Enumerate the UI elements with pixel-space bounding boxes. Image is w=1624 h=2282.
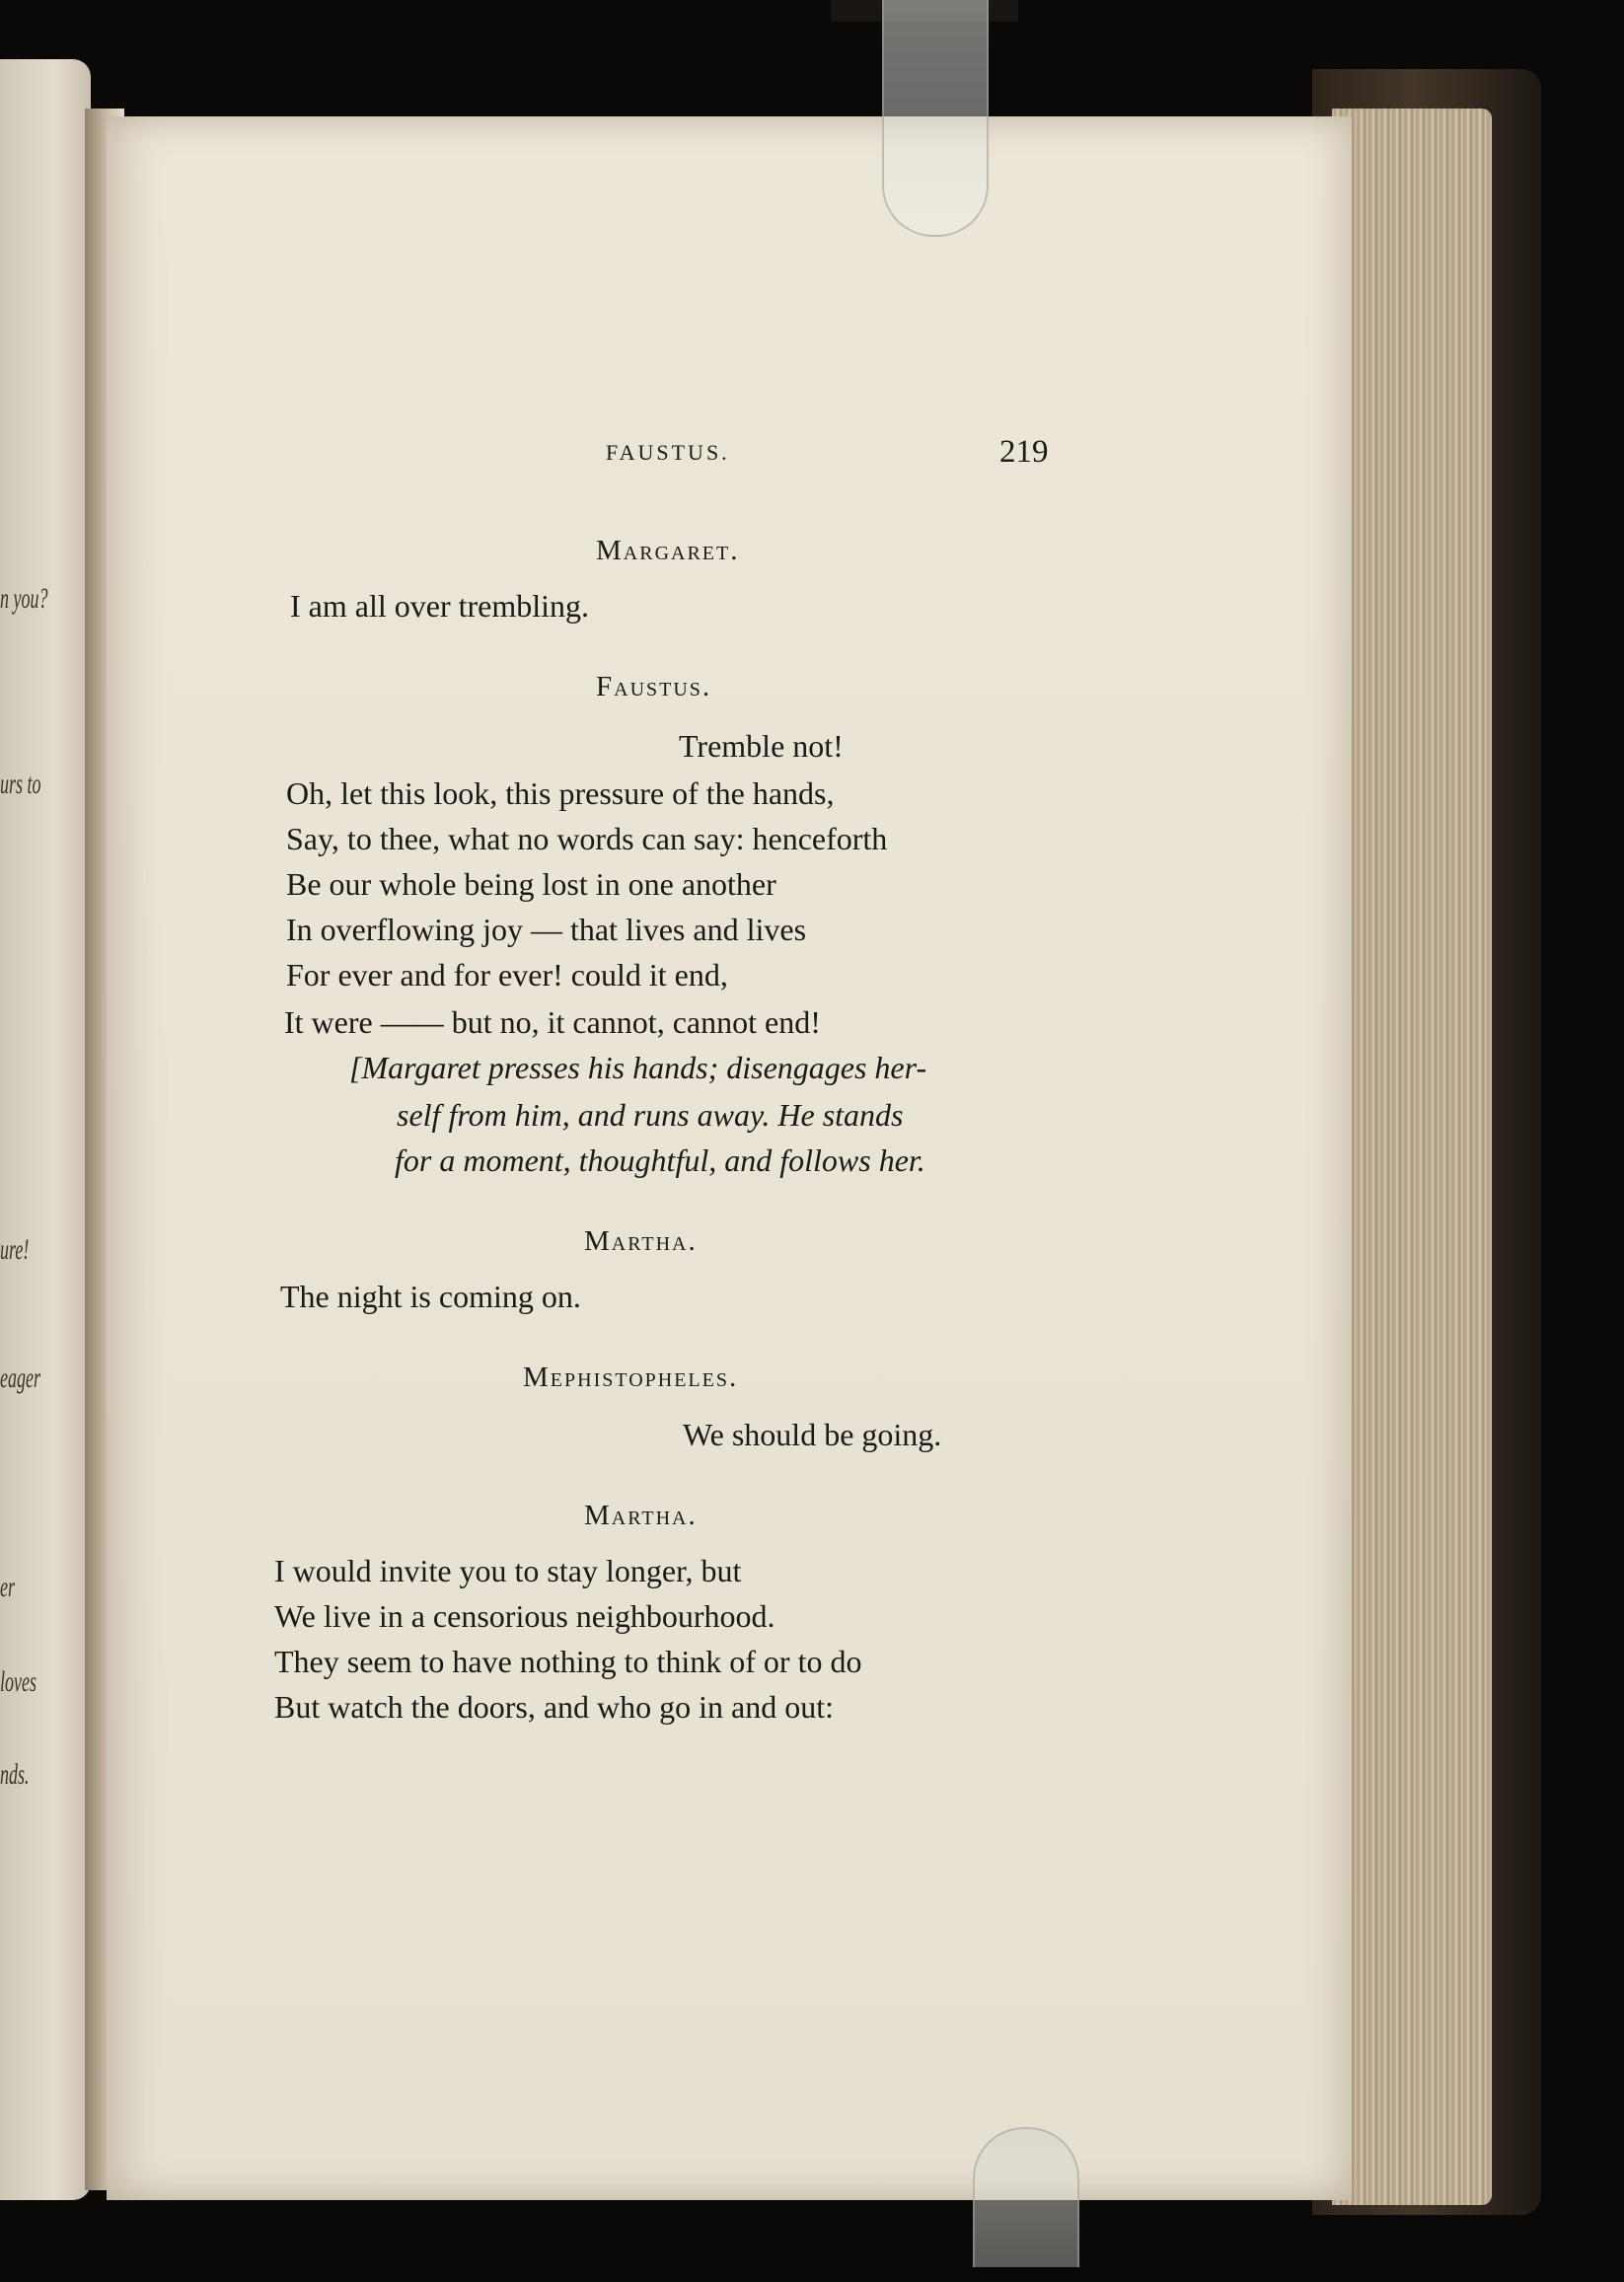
- page-number: 219: [999, 434, 1049, 470]
- page-edges: [1332, 109, 1492, 2205]
- verse-line: Be our whole being lost in one another: [286, 866, 776, 902]
- verse-line: For ever and for ever! could it end,: [286, 957, 728, 993]
- stage-direction: self from him, and runs away. He stands: [397, 1097, 904, 1133]
- verse-line: The night is coming on.: [280, 1279, 581, 1314]
- left-page-fragment: ure!: [0, 1233, 30, 1266]
- left-page-fragment: nds.: [0, 1758, 30, 1791]
- left-page: [0, 59, 91, 2200]
- speaker-heading: Mephistopheles.: [523, 1362, 739, 1393]
- verse-line: I would invite you to stay longer, but: [274, 1553, 742, 1588]
- bottom-page-clip: [973, 2127, 1079, 2267]
- left-page-fragment: eager: [0, 1362, 40, 1394]
- verse-line: Tremble not!: [679, 728, 844, 764]
- top-page-clip: [882, 0, 989, 237]
- verse-line: Say, to thee, what no words can say: henceforth: [286, 821, 888, 856]
- speaker-heading: Martha.: [584, 1225, 698, 1257]
- stage-direction: [Margaret presses his hands; disengages her-: [349, 1050, 927, 1085]
- verse-line: I am all over trembling.: [290, 588, 590, 624]
- verse-line: They seem to have nothing to think of or to do: [274, 1644, 862, 1679]
- verse-line: We live in a censorious neighbourhood.: [274, 1598, 775, 1634]
- right-page: [107, 116, 1352, 2200]
- speaker-heading: Faustus.: [596, 671, 712, 702]
- verse-line: In overflowing joy — that lives and lives: [286, 912, 807, 947]
- verse-line: Oh, let this look, this pressure of the hands,: [286, 775, 835, 811]
- stage-direction: for a moment, thoughtful, and follows her.: [395, 1142, 925, 1178]
- speaker-heading: Margaret.: [596, 535, 740, 566]
- verse-line: It were —— but no, it cannot, cannot end!: [284, 1004, 821, 1040]
- left-page-fragment: er: [0, 1571, 16, 1603]
- verse-line: We should be going.: [683, 1417, 942, 1452]
- left-page-fragment: loves: [0, 1665, 37, 1698]
- running-title: FAUSTUS.: [606, 440, 730, 465]
- verse-line: But watch the doors, and who go in and out:: [274, 1689, 835, 1725]
- left-page-fragment: n you?: [0, 582, 48, 615]
- speaker-heading: Martha.: [584, 1500, 698, 1531]
- left-page-fragment: urs to: [0, 768, 41, 800]
